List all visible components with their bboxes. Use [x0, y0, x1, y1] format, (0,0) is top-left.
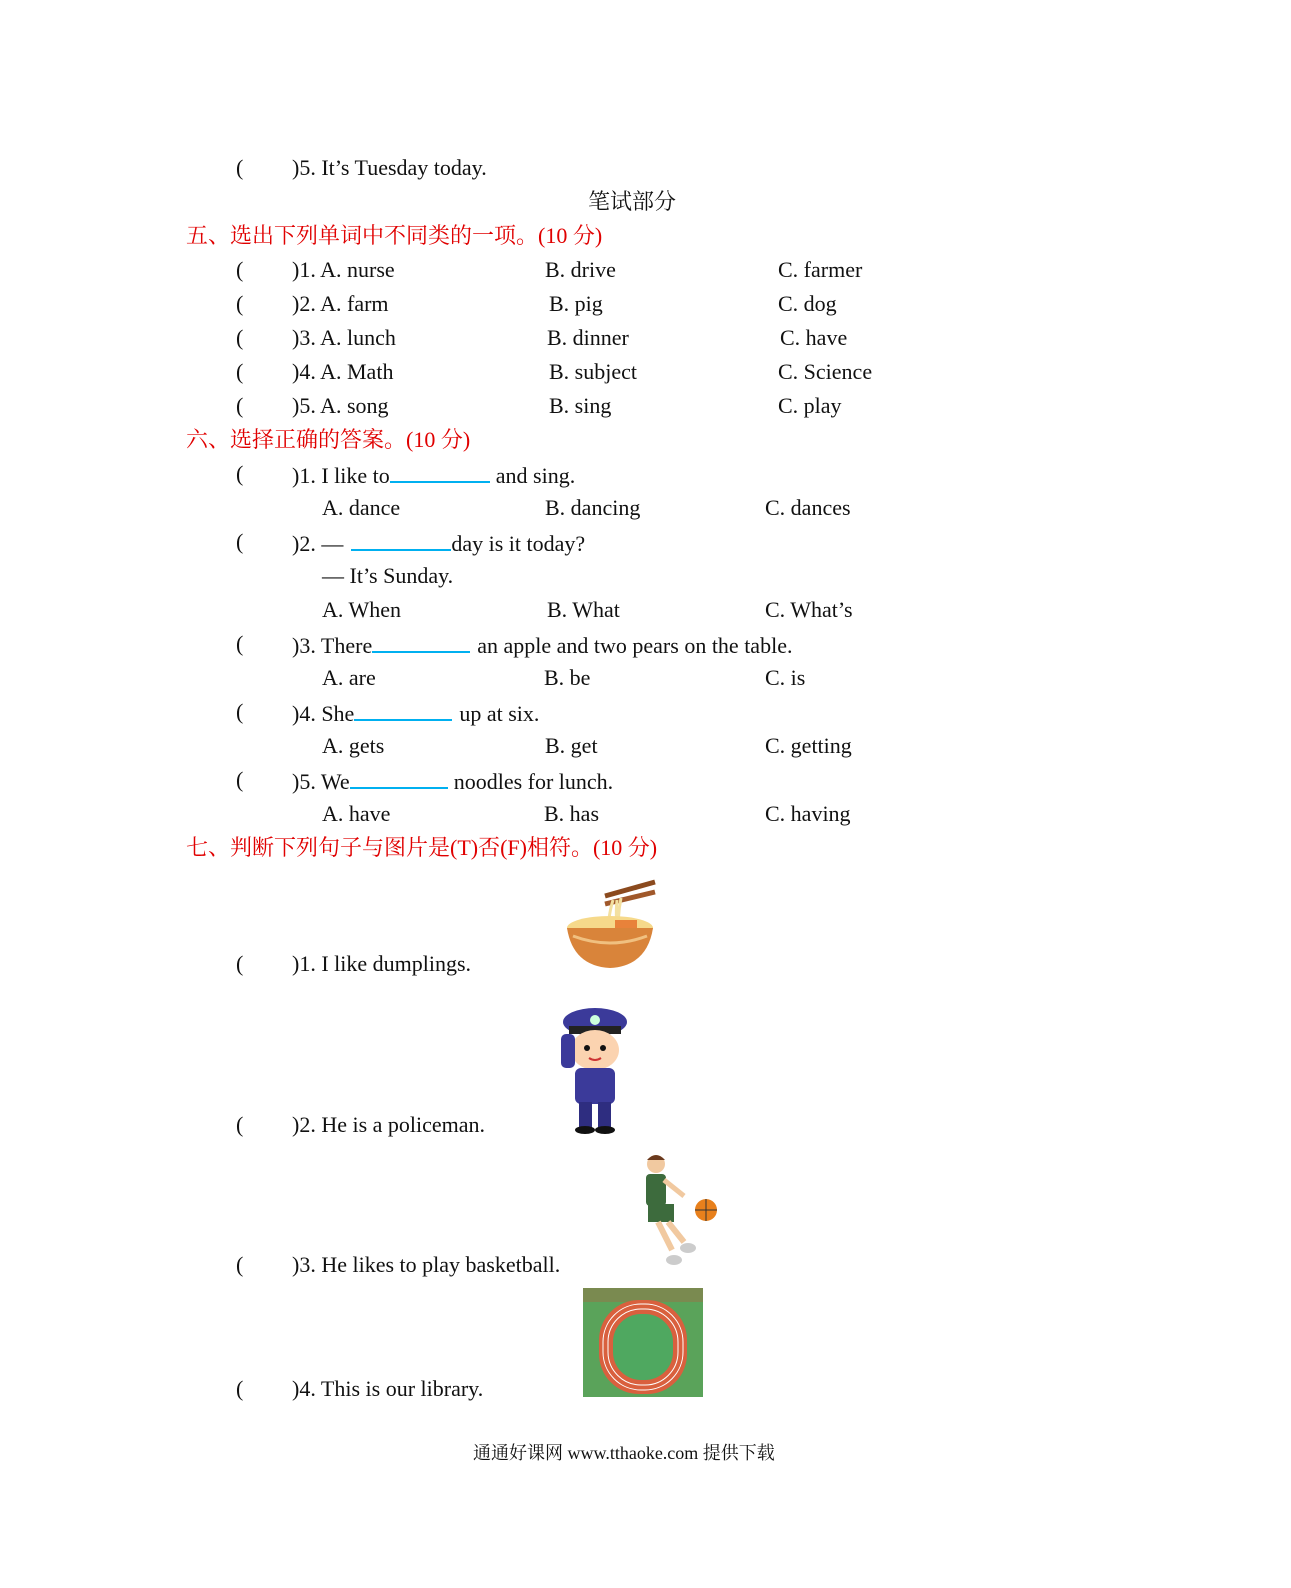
- option-a: A. dance: [322, 495, 401, 520]
- option-c: C. getting: [765, 733, 852, 758]
- question-text: noodles for lunch.: [453, 769, 614, 794]
- answer-paren: (: [236, 767, 244, 792]
- answer-paren: (: [236, 1376, 244, 1401]
- answer-paren: (: [236, 951, 244, 976]
- answer-paren: (: [236, 631, 244, 656]
- answer-paren: (: [236, 1252, 244, 1277]
- question-text: )3. There: [292, 633, 373, 658]
- question-text: )3. He likes to play basketball.: [292, 1252, 561, 1277]
- option-b: B. subject: [549, 359, 637, 384]
- answer-paren: (: [236, 1112, 244, 1137]
- option-a: )4. A. Math: [292, 359, 394, 384]
- noodle-bowl-image: [565, 878, 657, 972]
- option-a: A. have: [322, 801, 391, 826]
- answer-blank: [354, 699, 452, 721]
- answer-paren: (: [236, 291, 244, 316]
- question-text: up at six.: [459, 701, 540, 726]
- question-text: day is it today?: [451, 531, 586, 556]
- question-text: )1. I like to: [292, 463, 390, 488]
- question-text: )5. It’s Tuesday today.: [292, 155, 487, 180]
- option-a: )5. A. song: [292, 393, 389, 418]
- answer-blank: [350, 767, 448, 789]
- answer-paren: (: [236, 393, 244, 418]
- running-track-image: [583, 1288, 703, 1397]
- option-a: )2. A. farm: [292, 291, 389, 316]
- answer-blank: [351, 529, 451, 551]
- option-c: C. dog: [778, 291, 837, 316]
- option-c: C. have: [780, 325, 848, 350]
- option-a: )1. A. nurse: [292, 257, 395, 282]
- option-b: B. be: [544, 665, 591, 690]
- option-c: C. having: [765, 801, 851, 826]
- answer-blank: [390, 461, 490, 483]
- option-b: B. has: [544, 801, 599, 826]
- section-5-heading: 五、选出下列单词中不同类的一项。(10 分): [186, 223, 603, 248]
- question-text: )5. We: [292, 769, 350, 794]
- answer-paren: (: [236, 699, 244, 724]
- answer-paren: (: [236, 529, 244, 554]
- option-b: B. dancing: [545, 495, 641, 520]
- question-text: )2. —: [292, 531, 344, 556]
- option-b: B. pig: [549, 291, 603, 316]
- answer-paren: (: [236, 461, 244, 486]
- option-b: B. drive: [545, 257, 616, 282]
- answer-paren: (: [236, 257, 244, 282]
- question-text: and sing.: [495, 463, 576, 488]
- section-7-heading: 七、判断下列句子与图片是(T)否(F)相符。(10 分): [186, 835, 658, 860]
- option-a: A. When: [322, 597, 402, 622]
- question-text: an apple and two pears on the table.: [477, 633, 793, 658]
- option-c: C. play: [778, 393, 842, 418]
- question-text: )4. She: [292, 701, 355, 726]
- option-a: A. gets: [322, 733, 385, 758]
- option-c: C. What’s: [765, 597, 853, 622]
- option-b: B. What: [547, 597, 620, 622]
- option-b: B. sing: [549, 393, 612, 418]
- answer-blank: [372, 631, 470, 653]
- option-a: A. are: [322, 665, 376, 690]
- option-c: C. Science: [778, 359, 873, 384]
- section-title: 笔试部分: [588, 189, 677, 214]
- answer-paren: (: [236, 359, 244, 384]
- section-6-heading: 六、选择正确的答案。(10 分): [186, 427, 471, 452]
- footer-text: 通通好课网 www.tthaoke.com 提供下载: [473, 1443, 775, 1463]
- policeman-image: [555, 1004, 631, 1136]
- question-text: )4. This is our library.: [292, 1376, 484, 1401]
- answer-paren: (: [236, 325, 244, 350]
- question-text: )1. I like dumplings.: [292, 951, 472, 976]
- option-b: B. get: [545, 733, 598, 758]
- option-a: )3. A. lunch: [292, 325, 396, 350]
- option-c: C. dances: [765, 495, 851, 520]
- option-c: C. farmer: [778, 257, 863, 282]
- answer-paren: (: [236, 155, 244, 180]
- reply-text: — It’s Sunday.: [322, 563, 454, 588]
- basketball-player-image: [638, 1150, 720, 1274]
- option-b: B. dinner: [547, 325, 629, 350]
- option-c: C. is: [765, 665, 806, 690]
- question-text: )2. He is a policeman.: [292, 1112, 486, 1137]
